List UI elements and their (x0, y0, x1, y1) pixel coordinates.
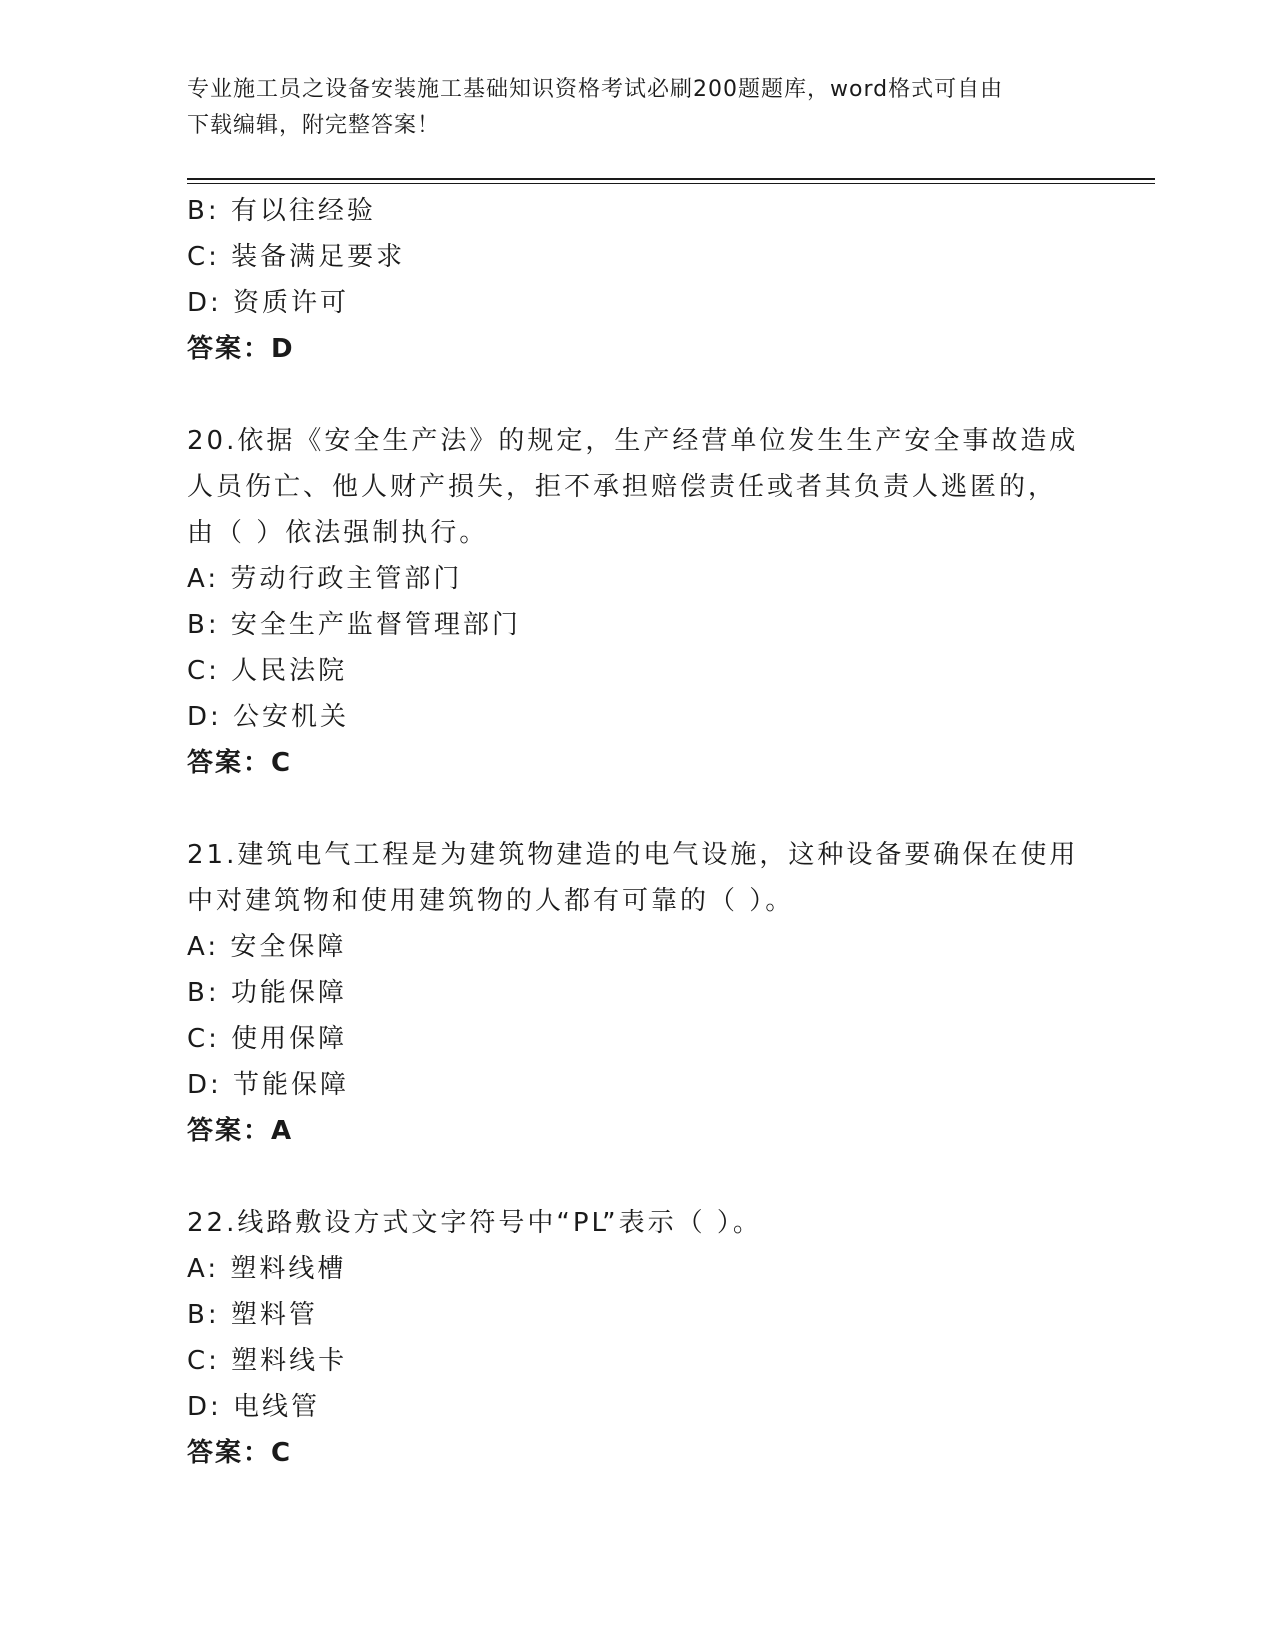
option-b: B: 塑料管 (187, 1300, 318, 1330)
answer: 答案：C (187, 1438, 293, 1468)
question-text-line-1: 20.依据《安全生产法》的规定，生产经营单位发生生产安全事故造成 (187, 426, 1079, 456)
answer: 答案：A (187, 1116, 294, 1146)
option-d: D: 电线管 (187, 1392, 321, 1422)
option-c: C: 塑料线卡 (187, 1346, 348, 1376)
option-a: A: 安全保障 (187, 932, 347, 962)
question-text-line-1: 21.建筑电气工程是为建筑物建造的电气设施，这种设备要确保在使用 (187, 840, 1079, 870)
spacer (187, 1154, 1087, 1200)
option-d: D: 节能保障 (187, 1070, 350, 1100)
option-c: C: 人民法院 (187, 656, 348, 686)
option-c: C: 装备满足要求 (187, 242, 406, 272)
question-text-line-1: 22.线路敷设方式文字符号中“PL”表示（ ）。 (187, 1208, 762, 1238)
header-divider-thin (187, 183, 1155, 184)
question-text-line-2: 中对建筑物和使用建筑物的人都有可靠的（ ）。 (187, 886, 795, 916)
option-b: B: 有以往经验 (187, 196, 376, 226)
option-c: C: 使用保障 (187, 1024, 348, 1054)
question-list (187, 188, 1087, 1476)
document-header (187, 72, 1067, 144)
spacer (187, 786, 1087, 832)
option-d: D: 资质许可 (187, 288, 350, 318)
option-a: A: 塑料线槽 (187, 1254, 347, 1284)
question-22 (187, 1200, 1087, 1476)
question-text-line-3: 由（ ）依法强制执行。 (187, 518, 489, 548)
option-d: D: 公安机关 (187, 702, 350, 732)
header-title-line-1: 专业施工员之设备安装施工基础知识资格考试必刷200题题库，word格式可自由 (187, 77, 1004, 102)
header-divider-thick (187, 178, 1155, 180)
answer: 答案：C (187, 748, 293, 778)
option-a: A: 劳动行政主管部门 (187, 564, 463, 594)
option-b: B: 功能保障 (187, 978, 347, 1008)
spacer (187, 372, 1087, 418)
question-20 (187, 418, 1087, 786)
option-b: B: 安全生产监督管理部门 (187, 610, 521, 640)
question-19-tail (187, 188, 1087, 372)
header-title-line-2: 下载编辑，附完整答案！ (187, 113, 441, 138)
answer: 答案：D (187, 334, 295, 364)
question-text-line-2: 人员伤亡、他人财产损失，拒不承担赔偿责任或者其负责人逃匿的， (187, 472, 1058, 502)
question-21 (187, 832, 1087, 1154)
